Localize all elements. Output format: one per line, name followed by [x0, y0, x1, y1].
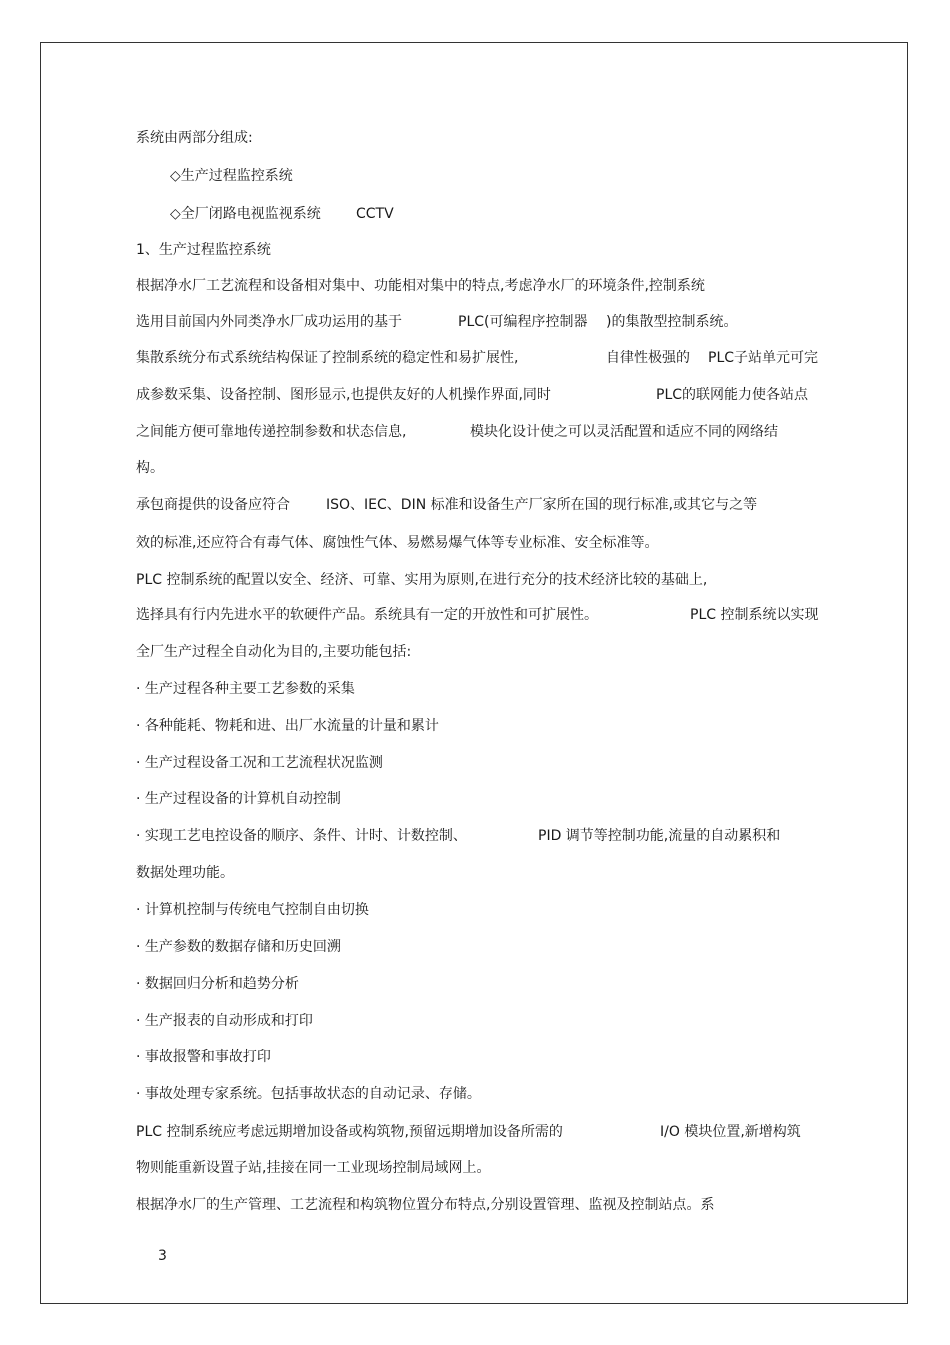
text-run: 根据净水厂工艺流程和设备相对集中、功能相对集中的特点,考虑净水厂的环境条件,控制系统: [136, 278, 705, 294]
text-run: I/O 模块位置,新增构筑: [660, 1124, 801, 1140]
page-border: [40, 42, 908, 1304]
text-run: 模块化设计使之可以灵活配置和适应不同的网络结: [470, 424, 778, 440]
text-run: 物则能重新设置子站,挂接在同一工业现场控制局域网上。: [136, 1160, 491, 1176]
text-run: 集散系统分布式系统结构保证了控制系统的稳定性和易扩展性,: [136, 350, 519, 366]
text-run: · 生产过程设备工况和工艺流程状况监测: [136, 755, 383, 771]
text-run: · 生产过程各种主要工艺参数的采集: [136, 681, 355, 697]
text-run: · 生产过程设备的计算机自动控制: [136, 791, 341, 807]
text-run: 构。: [136, 460, 164, 476]
text-run: · 生产报表的自动形成和打印: [136, 1013, 313, 1029]
text-run: 承包商提供的设备应符合: [136, 497, 290, 513]
text-run: )的集散型控制系统。: [606, 314, 738, 330]
text-run: PLC 控制系统以实现: [690, 607, 819, 623]
text-run: · 事故报警和事故打印: [136, 1049, 271, 1065]
text-run: 全厂生产过程全自动化为目的,主要功能包括:: [136, 644, 412, 660]
text-run: 效的标准,还应符合有毒气体、腐蚀性气体、易燃易爆气体等专业标准、安全标准等。: [136, 535, 659, 551]
text-run: · 实现工艺电控设备的顺序、条件、计时、计数控制、: [136, 828, 467, 844]
text-run: 选择具有行内先进水平的软硬件产品。系统具有一定的开放性和可扩展性。: [136, 607, 598, 623]
text-run: PLC 控制系统的配置以安全、经济、可靠、实用为原则,在进行充分的技术经济比较的基础上,: [136, 572, 708, 588]
text-run: 选用目前国内外同类净水厂成功运用的基于: [136, 314, 402, 330]
text-run: · 生产参数的数据存储和历史回溯: [136, 939, 341, 955]
text-run: PLC子站单元可完: [708, 350, 819, 366]
text-run: · 计算机控制与传统电气控制自由切换: [136, 902, 369, 918]
text-run: 根据净水厂的生产管理、工艺流程和构筑物位置分布特点,分别设置管理、监视及控制站点。系: [136, 1197, 715, 1213]
text-run: · 数据回归分析和趋势分析: [136, 976, 299, 992]
text-run: PID 调节等控制功能,流量的自动累积和: [538, 828, 781, 844]
text-run: 系统由两部分组成:: [136, 130, 253, 146]
text-run: · 各种能耗、物耗和进、出厂水流量的计量和累计: [136, 718, 439, 734]
text-run: ISO、IEC、DIN 标准和设备生产厂家所在国的现行标准,或其它与之等: [326, 497, 758, 513]
text-run: ◇生产过程监控系统: [170, 168, 293, 184]
text-run: 自律性极强的: [606, 350, 690, 366]
text-run: 数据处理功能。: [136, 865, 234, 881]
text-run: PLC(可编程序控制器: [458, 314, 588, 330]
text-run: PLC的联网能力使各站点: [656, 387, 809, 403]
text-run: 成参数采集、设备控制、图形显示,也提供友好的人机操作界面,同时: [136, 387, 551, 403]
page-number: 3: [158, 1248, 167, 1264]
text-run: 1、生产过程监控系统: [136, 242, 271, 258]
text-run: CCTV: [356, 206, 394, 222]
text-run: · 事故处理专家系统。包括事故状态的自动记录、存储。: [136, 1086, 481, 1102]
text-run: ◇全厂闭路电视监视系统: [170, 206, 321, 222]
text-run: 之间能方便可靠地传递控制参数和状态信息,: [136, 424, 407, 440]
text-run: PLC 控制系统应考虑远期增加设备或构筑物,预留远期增加设备所需的: [136, 1124, 563, 1140]
